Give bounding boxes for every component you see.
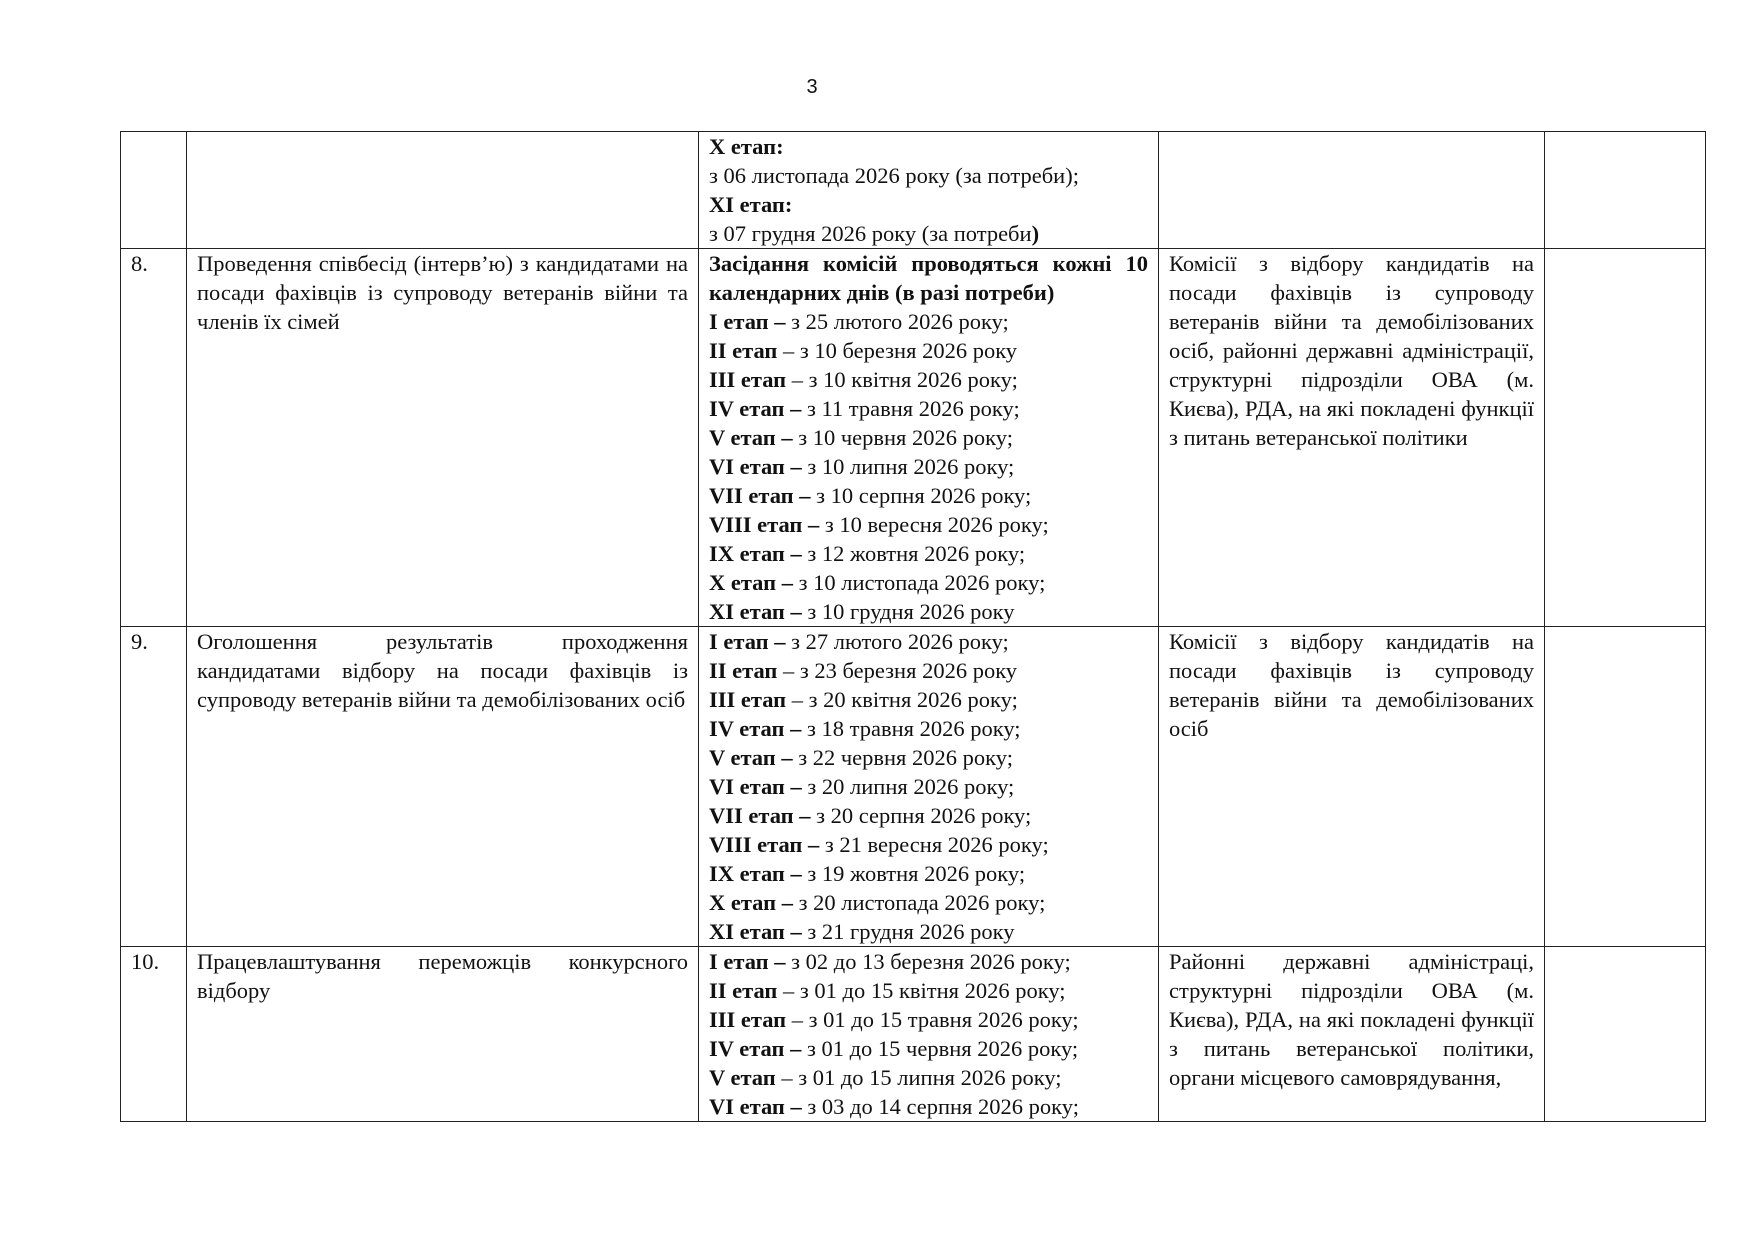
stage-date: з 18 травня 2026 року; bbox=[801, 716, 1021, 741]
stage-date: з 11 травня 2026 року; bbox=[801, 396, 1020, 421]
note-cell bbox=[1545, 132, 1706, 249]
stage-line bbox=[709, 627, 1148, 656]
stage-line bbox=[709, 1092, 1148, 1121]
stage-date: – з 01 до 15 квітня 2026 року; bbox=[777, 978, 1066, 1003]
note-cell bbox=[1545, 947, 1706, 1122]
stage-line bbox=[709, 481, 1148, 510]
stage-line bbox=[709, 336, 1148, 365]
stage-date: з 21 грудня 2026 року bbox=[801, 919, 1015, 944]
terms-cell bbox=[699, 249, 1159, 627]
task-cell: Проведення співбесід (інтерв’ю) з кандидатами на посади фахівців із супроводу ветеранів війни та членів їх сімей bbox=[187, 249, 699, 627]
stage-date: з 10 грудня 2026 року bbox=[801, 599, 1015, 624]
terms-intro: Засідання комісій проводяться кожні 10 календарних днів (в разі потреби) bbox=[709, 251, 1148, 305]
stage-date: з 10 вересня 2026 року; bbox=[819, 512, 1049, 537]
stage-date: – з 01 до 15 травня 2026 року; bbox=[786, 1007, 1079, 1032]
terms-cell bbox=[699, 132, 1159, 249]
stage-date-tail: ) bbox=[1031, 221, 1040, 246]
stage-line bbox=[709, 394, 1148, 423]
stage-date: з 03 до 14 серпня 2026 року; bbox=[801, 1094, 1079, 1119]
stage-date: з 20 листопада 2026 року; bbox=[792, 890, 1046, 915]
stage-label: III етап bbox=[709, 1007, 787, 1032]
stage-line bbox=[709, 714, 1148, 743]
stage-label: VI етап – bbox=[709, 454, 802, 479]
responsible-cell: Комісії з відбору кандидатів на посади фахівців із супроводу ветеранів війни та демобілізованих осіб, районні державні адміністрації, структурні підрозділи ОВА (м. Києва), РДА, на які покладені функції з питань ветеранської політики bbox=[1159, 249, 1545, 627]
stage-date: з 10 серпня 2026 року; bbox=[810, 483, 1032, 508]
stage-line bbox=[709, 830, 1148, 859]
page-number: 3 bbox=[806, 76, 818, 98]
stage-line bbox=[709, 132, 1148, 161]
table-row bbox=[121, 627, 1706, 947]
stage-line bbox=[709, 307, 1148, 336]
responsible-cell bbox=[1159, 132, 1545, 249]
stage-date: з 10 червня 2026 року; bbox=[792, 425, 1013, 450]
row-number-cell: 9. bbox=[121, 627, 187, 947]
stage-date: з 06 листопада 2026 року (за потреби); bbox=[709, 163, 1079, 188]
stage-label: I етап – bbox=[709, 629, 786, 654]
stage-label: XI етап – bbox=[709, 599, 802, 624]
stage-date: – з 23 березня 2026 року bbox=[777, 658, 1018, 683]
stage-line bbox=[709, 772, 1148, 801]
stage-label: XI етап: bbox=[709, 192, 793, 217]
stage-line bbox=[709, 597, 1148, 626]
stage-label: IV етап – bbox=[709, 1036, 802, 1061]
stage-label: V етап – bbox=[709, 745, 793, 770]
note-cell bbox=[1545, 627, 1706, 947]
stage-date: – з 10 квітня 2026 року; bbox=[786, 367, 1018, 392]
stage-date: з 20 липня 2026 року; bbox=[801, 774, 1015, 799]
table-row bbox=[121, 249, 1706, 627]
task-cell: Працевлаштування переможців конкурсного відбору bbox=[187, 947, 699, 1122]
stage-date: з 19 жовтня 2026 року; bbox=[801, 861, 1026, 886]
stage-date: з 21 вересня 2026 року; bbox=[819, 832, 1049, 857]
stage-line bbox=[709, 888, 1148, 917]
stage-line bbox=[709, 539, 1148, 568]
terms-cell bbox=[699, 627, 1159, 947]
stage-label: IX етап – bbox=[709, 861, 802, 886]
stage-line bbox=[709, 947, 1148, 976]
stage-date: з 10 липня 2026 року; bbox=[801, 454, 1015, 479]
stage-line bbox=[709, 801, 1148, 830]
stage-line bbox=[709, 1005, 1148, 1034]
stage-line bbox=[709, 190, 1148, 219]
task-cell bbox=[187, 132, 699, 249]
schedule-table bbox=[120, 131, 1706, 1122]
stage-line bbox=[709, 161, 1148, 190]
stage-label: II етап bbox=[709, 978, 778, 1003]
responsible-cell: Районні державні адміністраці, структурні підрозділи ОВА (м. Києва), РДА, на які покладені функції з питань ветеранської політики, органи місцевого самоврядування, bbox=[1159, 947, 1545, 1122]
stage-line bbox=[709, 219, 1148, 248]
stage-label: I етап – bbox=[709, 949, 786, 974]
note-cell bbox=[1545, 249, 1706, 627]
stage-date: з 02 до 13 березня 2026 року; bbox=[785, 949, 1071, 974]
stage-line bbox=[709, 859, 1148, 888]
stage-label: VII етап – bbox=[709, 803, 811, 828]
row-number-cell: 10. bbox=[121, 947, 187, 1122]
table-row bbox=[121, 132, 1706, 249]
stage-date: з 27 лютого 2026 року; bbox=[785, 629, 1009, 654]
stage-label: VIII етап – bbox=[709, 832, 820, 857]
stage-date: – з 10 березня 2026 року bbox=[777, 338, 1018, 363]
stage-label: I етап – bbox=[709, 309, 786, 334]
stage-line bbox=[709, 1034, 1148, 1063]
stage-label: VII етап – bbox=[709, 483, 811, 508]
stage-line bbox=[709, 976, 1148, 1005]
stage-label: III етап bbox=[709, 367, 787, 392]
responsible-cell: Комісії з відбору кандидатів на посади фахівців із супроводу ветеранів війни та демобілізованих осіб bbox=[1159, 627, 1545, 947]
stage-date: з 22 червня 2026 року; bbox=[792, 745, 1013, 770]
stage-line bbox=[709, 568, 1148, 597]
stage-date: з 20 серпня 2026 року; bbox=[810, 803, 1032, 828]
stage-label: II етап bbox=[709, 338, 778, 363]
stage-line bbox=[709, 743, 1148, 772]
stage-label: V етап bbox=[709, 1065, 776, 1090]
task-cell: Оголошення результатів проходження кандидатами відбору на посади фахівців із супроводу ветеранів війни та демобілізованих осіб bbox=[187, 627, 699, 947]
stage-label: X етап – bbox=[709, 570, 793, 595]
stage-line bbox=[709, 1063, 1148, 1092]
stage-line bbox=[709, 917, 1148, 946]
stage-date: – з 01 до 15 липня 2026 року; bbox=[775, 1065, 1062, 1090]
stage-date: – з 20 квітня 2026 року; bbox=[786, 687, 1018, 712]
stage-label: IX етап – bbox=[709, 541, 802, 566]
stage-date: з 01 до 15 червня 2026 року; bbox=[801, 1036, 1079, 1061]
stage-date: з 25 лютого 2026 року; bbox=[785, 309, 1009, 334]
stage-label: XI етап – bbox=[709, 919, 802, 944]
stage-date: з 10 листопада 2026 року; bbox=[792, 570, 1046, 595]
table-row bbox=[121, 947, 1706, 1122]
row-number-cell bbox=[121, 132, 187, 249]
stage-date: з 07 грудня 2026 року (за потреби bbox=[709, 221, 1032, 246]
stage-label: X етап: bbox=[709, 134, 784, 159]
stage-label: III етап bbox=[709, 687, 787, 712]
stage-label: IV етап – bbox=[709, 396, 802, 421]
stage-label: II етап bbox=[709, 658, 778, 683]
stage-label: V етап – bbox=[709, 425, 793, 450]
stage-label: VIII етап – bbox=[709, 512, 820, 537]
stage-date: з 12 жовтня 2026 року; bbox=[801, 541, 1026, 566]
stage-line bbox=[709, 656, 1148, 685]
stage-label: X етап – bbox=[709, 890, 793, 915]
stage-line bbox=[709, 365, 1148, 394]
row-number-cell: 8. bbox=[121, 249, 187, 627]
terms-cell bbox=[699, 947, 1159, 1122]
stage-line bbox=[709, 452, 1148, 481]
stage-label: VI етап – bbox=[709, 1094, 802, 1119]
stage-label: VI етап – bbox=[709, 774, 802, 799]
stage-line bbox=[709, 510, 1148, 539]
stage-label: IV етап – bbox=[709, 716, 802, 741]
stage-line bbox=[709, 685, 1148, 714]
stage-line bbox=[709, 423, 1148, 452]
